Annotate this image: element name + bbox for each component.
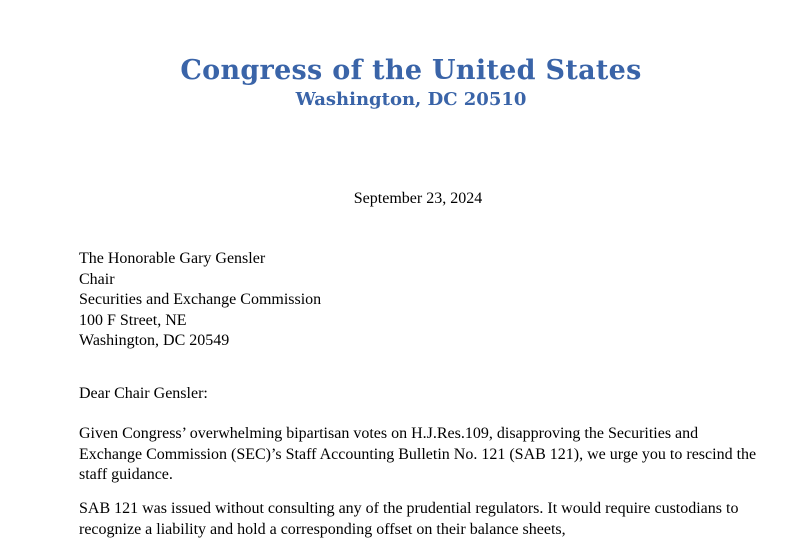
letter-date: September 23, 2024 [353,190,483,207]
recipient-city: Washington, DC 20549 [79,332,230,349]
recipient-name: The Honorable Gary Gensler [79,250,266,267]
letterhead-title: Congress of the United States [180,55,642,86]
letterhead [0,54,800,112]
body-paragraph-2: SAB 121 was issued without consulting any of the prudential regulators. It would require custodians to recognize a liability and hold a corresponding offset on their balance sheets, [79,500,739,538]
recipient-address [79,249,321,352]
body-paragraph-1: Given Congress’ overwhelming bipartisan votes on H.J.Res.109, disapproving the Securities and Exchange Commission (SEC)’s Staff Accounting Bulletin No. 121 (SAB 121), we urge you to rescind the staff guidance. [79,425,757,483]
recipient-street: 100 F Street, NE [79,311,187,329]
salutation: Dear Chair Gensler: [79,385,208,402]
recipient-title: Chair [79,270,115,288]
recipient-organization: Securities and Exchange Commission [79,291,322,308]
letterhead-subtitle: Washington, DC 20510 [295,89,527,110]
